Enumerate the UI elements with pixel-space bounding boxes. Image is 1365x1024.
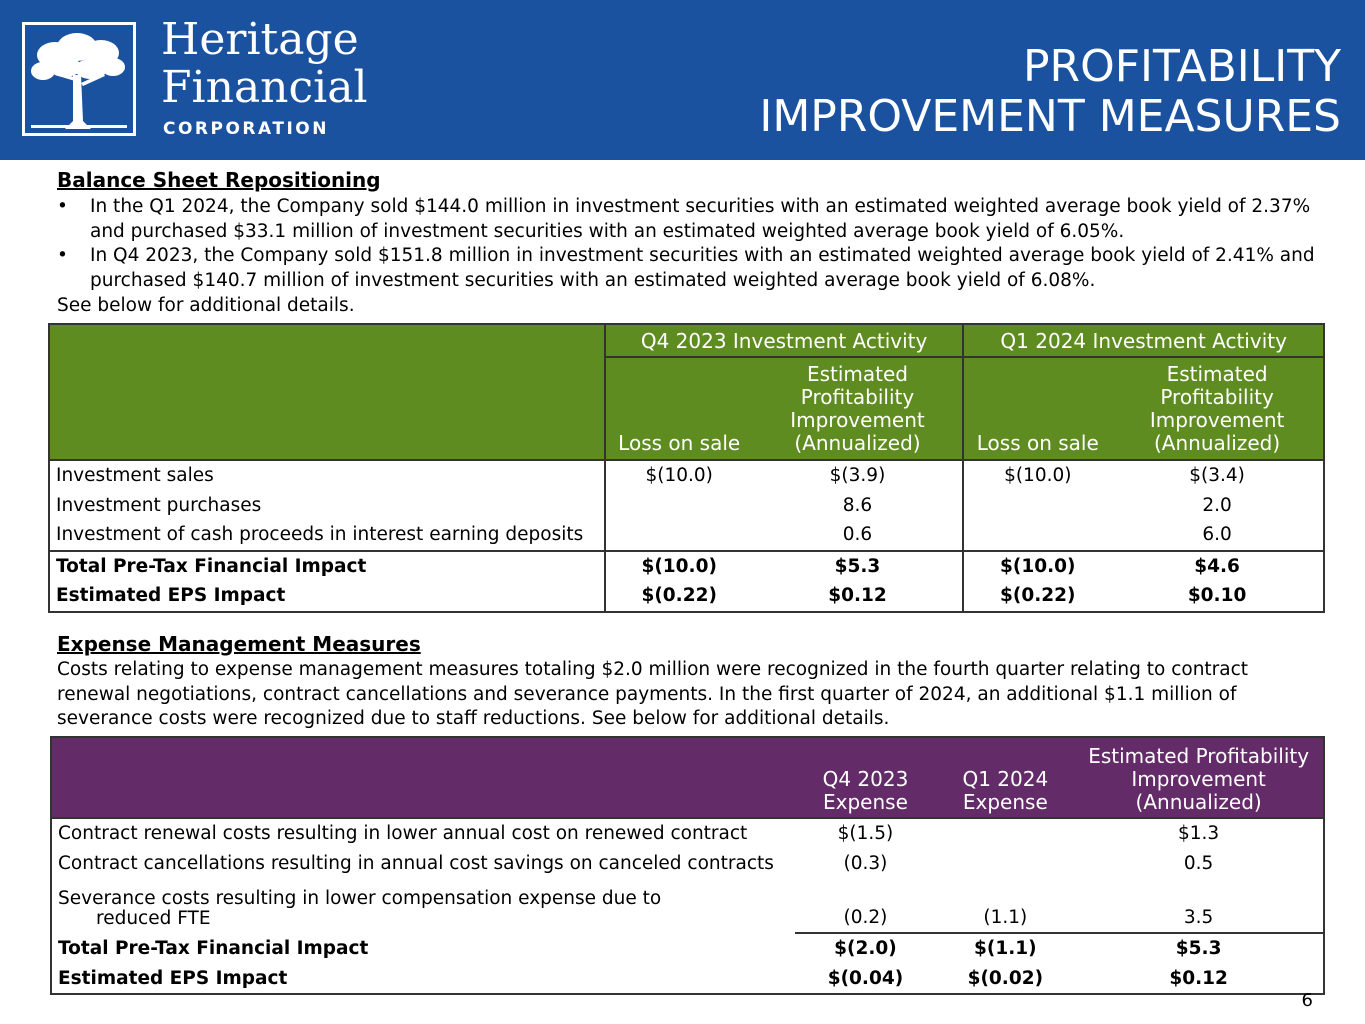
cell: 6.0 <box>1202 524 1232 546</box>
cell: $0.12 <box>828 585 887 607</box>
bullet-text: In the Q1 2024, the Company sold $144.0 million in investment securities with an estimated weighted average book yield of 2.37% and purchased $33.1 million of investment securities with an estimated weighted average book yield of 6.05%. <box>90 196 1311 242</box>
cell: 0.5 <box>1183 852 1214 874</box>
investment-activity-table <box>48 323 1325 613</box>
cell: (0.3) <box>843 852 888 874</box>
cell: $(3.4) <box>1111 460 1324 491</box>
expense-heading: Expense Management Measures <box>57 632 421 656</box>
row-label: Total Pre-Tax Financial Impact <box>49 551 605 582</box>
page-title-line1: PROFITABILITY <box>1023 41 1341 92</box>
table-header-blank <box>51 737 795 818</box>
q4-2023-group-header: Q4 2023 Investment Activity <box>605 324 964 357</box>
column-header: Estimated Profitability Improvement (Annualized) <box>1111 357 1324 460</box>
balance-sheet-heading: Balance Sheet Repositioning <box>57 168 381 192</box>
cell: $(1.1) <box>936 933 1074 964</box>
row-label <box>51 878 795 933</box>
page-number: 6 <box>1301 990 1313 1011</box>
cell: 3.5 <box>1183 907 1214 928</box>
row-label: Investment sales <box>49 460 605 491</box>
balance-sheet-bullets <box>57 195 1317 293</box>
cell: $(2.0) <box>795 933 937 964</box>
table-row <box>51 849 1324 879</box>
table-row-eps <box>49 581 1324 612</box>
cell: 0.6 <box>842 524 873 546</box>
logo-wordmark-corporation: CORPORATION <box>163 119 329 139</box>
tree-logo-icon <box>22 22 136 136</box>
row-label-line1: Severance costs resulting in lower compensation expense due to <box>58 888 662 909</box>
column-header: Q4 2023 Expense <box>795 737 937 818</box>
cell: $(10.0) <box>605 551 753 582</box>
bullet-item <box>57 244 1317 293</box>
bullet-text: In Q4 2023, the Company sold $151.8 million in investment securities with an estimated weighted average book yield of 2.41% and purchased $140.7 million of investment securities with an estimated weighted average book yield of 6.08%. <box>90 245 1315 291</box>
cell: 2.0 <box>1202 494 1232 516</box>
column-header: Estimated Profitability Improvement (Annualized) <box>753 357 964 460</box>
table-row <box>49 491 1324 521</box>
cell: $(0.22) <box>605 581 753 612</box>
cell: $(0.22) <box>963 581 1111 612</box>
table-row <box>51 818 1324 849</box>
table-row-eps <box>51 964 1324 995</box>
column-header: Loss on sale <box>963 357 1111 460</box>
logo-wordmark-heritage: Heritage <box>161 14 359 65</box>
column-header: Estimated Profitability Improvement (Annualized) <box>1074 737 1324 818</box>
page-title <box>759 42 1341 142</box>
see-below-note: See below for additional details. <box>57 295 355 316</box>
cell <box>605 520 753 551</box>
expense-paragraph: Costs relating to expense management measures totaling $2.0 million were recognized in the fourth quarter relating to contract renewal negotiations, contract cancellations and severance payments. In the first quarter of 2024, an additional $1.1 million of severance costs were recognized due to staff reductions. See below for additional details. <box>57 659 1249 729</box>
row-label: Investment purchases <box>56 494 262 516</box>
cell: $4.6 <box>1111 551 1324 582</box>
cell: $5.3 <box>753 551 964 582</box>
table-header-row <box>49 324 1324 357</box>
cell: (0.2) <box>843 907 888 928</box>
cell: $(0.04) <box>827 967 904 989</box>
column-header: Q1 2024 Expense <box>936 737 1074 818</box>
header-banner <box>0 0 1365 160</box>
cell: $(10.0) <box>963 460 1111 491</box>
bullet-icon: • <box>57 196 68 217</box>
table-row-total <box>49 551 1324 582</box>
cell: 8.6 <box>842 494 873 516</box>
table-row <box>49 460 1324 491</box>
row-label-line2: reduced FTE <box>96 908 211 929</box>
cell: (1.1) <box>983 907 1028 928</box>
cell: $1.3 <box>1178 823 1220 845</box>
cell <box>963 491 1111 521</box>
table-row <box>49 520 1324 551</box>
row-label: Estimated EPS Impact <box>58 967 288 989</box>
table-row <box>51 878 1324 933</box>
table-header-blank <box>49 324 605 460</box>
cell: $(10.0) <box>963 551 1111 582</box>
expense-management-table <box>50 736 1325 995</box>
cell: $(10.0) <box>605 460 753 491</box>
cell <box>605 491 753 521</box>
row-label: Estimated EPS Impact <box>56 585 286 607</box>
cell: $0.12 <box>1169 967 1228 989</box>
table-row-total <box>51 933 1324 964</box>
logo-wordmark-financial: Financial <box>161 62 368 113</box>
row-label: Contract renewal costs resulting in lower annual cost on renewed contract <box>58 823 748 845</box>
bullet-item <box>57 195 1317 244</box>
page-title-line2: IMPROVEMENT MEASURES <box>759 91 1341 142</box>
row-label: Contract cancellations resulting in annual cost savings on canceled contracts <box>58 852 774 874</box>
row-label: Investment of cash proceeds in interest earning deposits <box>56 524 584 546</box>
q1-2024-group-header: Q1 2024 Investment Activity <box>963 324 1324 357</box>
cell <box>963 520 1111 551</box>
bullet-icon: • <box>57 245 68 266</box>
column-header: Loss on sale <box>605 357 753 460</box>
cell: $5.3 <box>1074 933 1324 964</box>
cell <box>936 818 1074 849</box>
cell: $(1.5) <box>837 823 894 845</box>
cell <box>936 849 1074 879</box>
cell: $(0.02) <box>967 967 1044 989</box>
row-label: Total Pre-Tax Financial Impact <box>58 937 369 959</box>
table-header-row <box>51 737 1324 818</box>
cell: $(3.9) <box>753 460 964 491</box>
cell: $0.10 <box>1187 585 1247 607</box>
